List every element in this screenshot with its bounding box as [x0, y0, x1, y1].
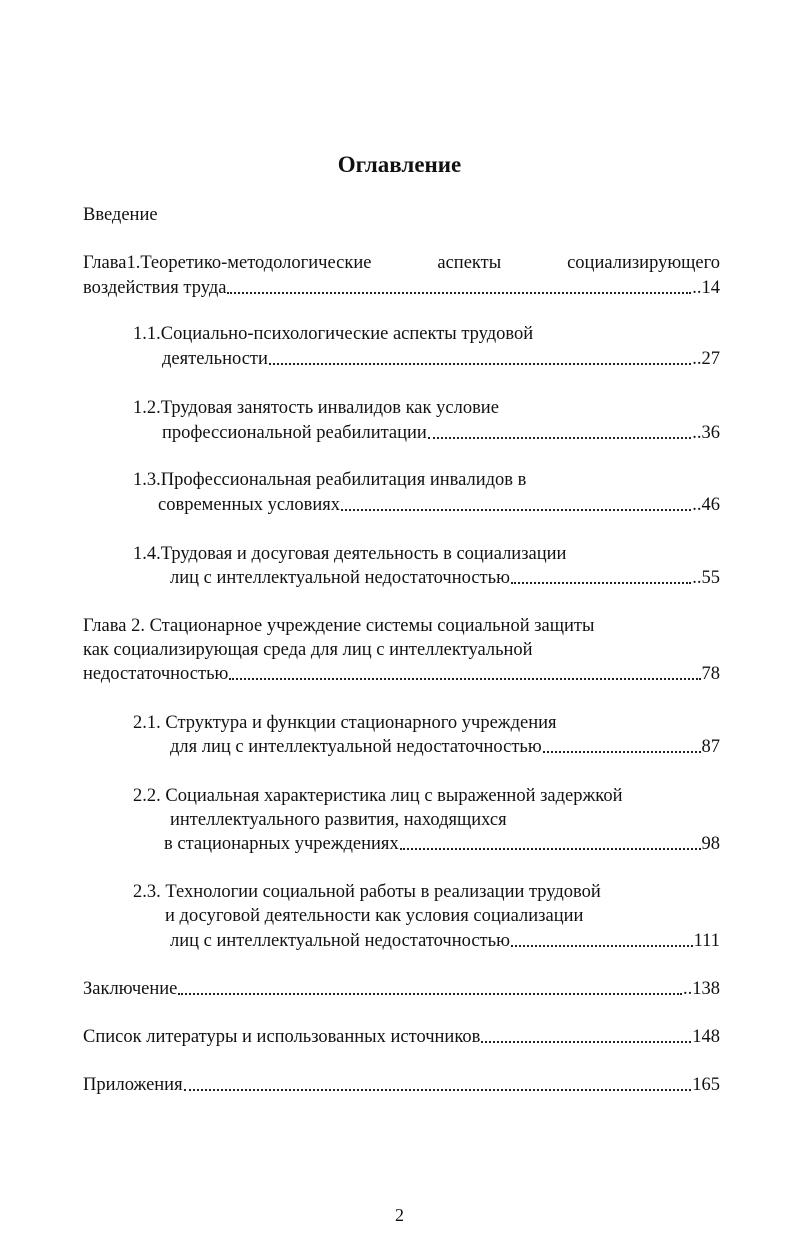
toc-chapter1-line2 — [83, 276, 720, 300]
toc-s12-page: ..36 — [692, 423, 720, 443]
toc-s21-line2 — [170, 735, 720, 759]
toc-chapter2-line3 — [83, 662, 720, 686]
toc-s21-line1: 2.1. Структура и функции стационарного учреждения — [133, 713, 557, 733]
toc-s12-text: профессиональной реабилитации — [162, 423, 427, 443]
toc-s12-line1: 1.2.Трудовая занятость инвалидов как условие — [133, 398, 499, 418]
toc-appendices-page: 165 — [692, 1075, 720, 1095]
toc-chapter1-word1: Глава1.Теоретико-методологические — [83, 253, 372, 273]
toc-s12-line2 — [162, 421, 720, 445]
toc-s14-page: ..55 — [692, 568, 720, 588]
toc-conclusion — [83, 977, 720, 1001]
toc-s22-line2: интеллектуального развития, находящихся — [170, 810, 507, 830]
toc-conclusion-text: Заключение — [83, 979, 178, 999]
toc-s23-text: лиц с интеллектуальной недостаточностью — [170, 931, 510, 951]
leader-dots — [178, 993, 682, 995]
leader-dots — [543, 751, 701, 753]
leader-dots — [229, 678, 700, 680]
toc-s23-line2: и досуговой деятельности как условия социализации — [165, 906, 584, 926]
toc-s22-line1: 2.2. Социальная характеристика лиц с выраженной задержкой — [133, 786, 623, 806]
toc-chapter2-text: недостаточностью — [83, 664, 229, 684]
toc-conclusion-page: ..138 — [683, 979, 720, 999]
toc-chapter2-line1: Глава 2. Стационарное учреждение системы социальной защиты — [83, 616, 595, 636]
toc-s22-text: в стационарных учреждениях — [164, 834, 399, 854]
toc-s11-page: ..27 — [692, 349, 720, 369]
leader-dots — [428, 437, 691, 439]
leader-dots — [400, 848, 701, 850]
page-number: 2 — [395, 1205, 404, 1225]
toc-s23-line3 — [170, 929, 720, 953]
toc-appendices-text: Приложения — [83, 1075, 183, 1095]
toc-s22-line3 — [164, 832, 720, 856]
toc-s13-line1: 1.3.Профессиональная реабилитация инвалидов в — [133, 470, 527, 490]
toc-intro: Введение — [83, 205, 158, 225]
toc-s11-line2 — [162, 347, 720, 371]
toc-chapter1-text: воздействия труда — [83, 278, 227, 298]
toc-references-page: 148 — [692, 1027, 720, 1047]
toc-chapter1-page: ..14 — [692, 278, 720, 298]
leader-dots — [341, 509, 691, 511]
toc-s23-page: 111 — [693, 931, 720, 951]
toc-s14-text: лиц с интеллектуальной недостаточностью — [170, 568, 510, 588]
toc-chapter1-word3: социализирующего — [567, 253, 720, 273]
toc-appendices — [83, 1073, 720, 1097]
toc-s23-line1: 2.3. Технологии социальной работы в реализации трудовой — [133, 882, 601, 902]
leader-dots — [511, 945, 693, 947]
toc-chapter2-line2: как социализирующая среда для лиц с интеллектуальной — [83, 640, 533, 660]
leader-dots — [511, 582, 691, 584]
toc-s13-text: современных условиях — [158, 495, 341, 515]
toc-s11-text: деятельности — [162, 349, 268, 369]
toc-s13-line2 — [158, 493, 720, 517]
toc-chapter1-line1 — [83, 251, 720, 275]
page-title: Оглавление — [337, 152, 462, 177]
toc-s13-page: ..46 — [692, 495, 720, 515]
leader-dots — [269, 363, 691, 365]
toc-references — [83, 1025, 720, 1049]
toc-s14-line2 — [170, 566, 720, 590]
toc-s14-line1: 1.4.Трудовая и досуговая деятельность в социализации — [133, 544, 567, 564]
leader-dots — [481, 1041, 691, 1043]
toc-chapter2-page: 78 — [701, 664, 720, 684]
toc-s22-page: 98 — [701, 834, 720, 854]
leader-dots — [227, 292, 691, 294]
toc-s11-line1: 1.1.Социально-психологические аспекты трудовой — [133, 324, 534, 344]
toc-s21-text: для лиц с интеллектуальной недостаточностью — [170, 737, 542, 757]
toc-s21-page: 87 — [701, 737, 720, 757]
toc-chapter1-word2: аспекты — [437, 253, 502, 273]
leader-dots — [184, 1089, 692, 1091]
toc-references-text: Список литературы и использованных источников — [83, 1027, 481, 1047]
